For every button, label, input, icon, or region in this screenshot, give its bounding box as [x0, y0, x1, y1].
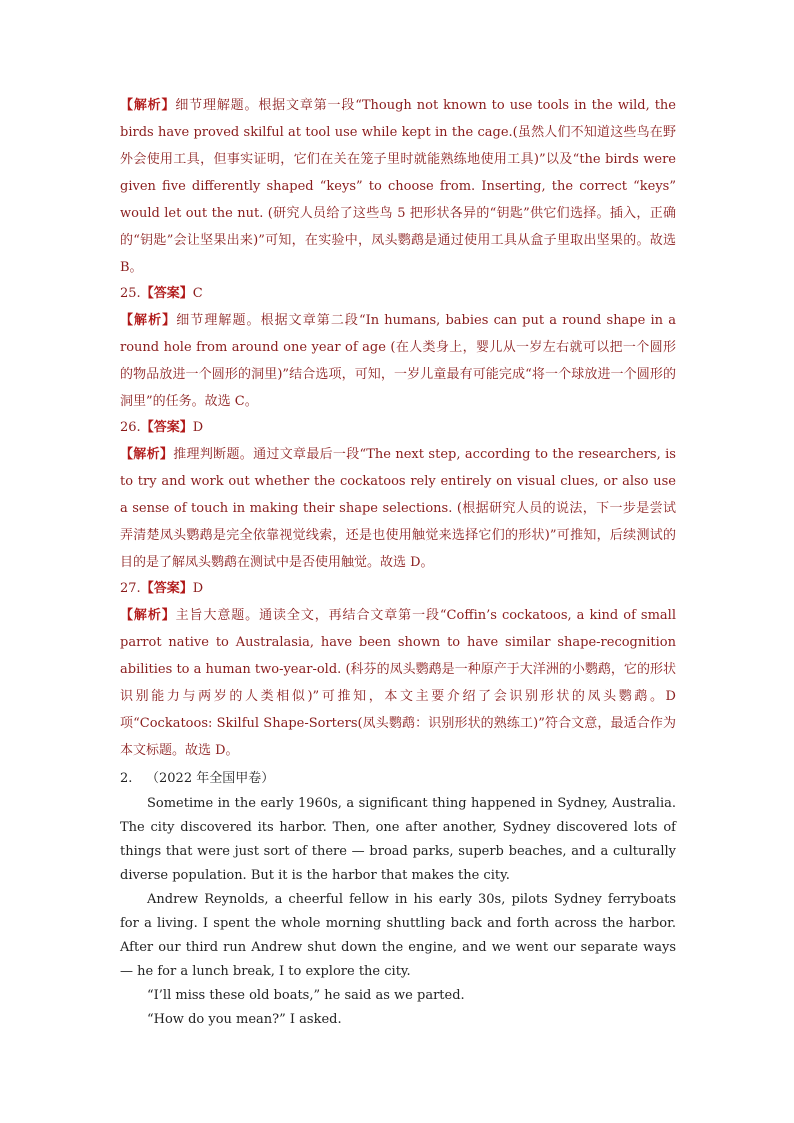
- explanation-text: 推理判断题。通过文章最后一段“The next step, according to the researchers, is to try and work out whether the cockatoos rely entirely on visual clues, or also use a sense of touch in making their shape selections. (根据研究人员的说法，下一步是尝试弄清楚凤头鹦鹉是完全依靠视觉线索，还是也使用触觉来选择它们的形状)”可推知，后续测试的目的是了解凤头鹦鹉在测试中是否使用触觉。故选 D。: [120, 447, 676, 570]
- explanation-label: 【解析】: [120, 98, 176, 113]
- answer-label: 【答案】: [140, 286, 193, 301]
- answer-value: D: [192, 581, 204, 596]
- explanation-label: 【解析】: [120, 447, 174, 462]
- explanation-text: 主旨大意题。通读全文，再结合文章第一段“Coffin’s cockatoos, a kind of small parrot native to Australasia, have been shown to have similar shape-recognition abilities to a human two-year-old. (科芬的凤头鹦鹉是一种原产于大洋洲的小鹦鹉，它的形状识别能力与两岁的人类相似)”可推知，本文主要介绍了会识别形状的凤头鹦鹉。D 项“Cockatoos: Skilful Shape-Sorters(凤头鹦鹉：识别形状的熟练工)”符合文意，最适合作为本文标题。故选 D。: [120, 608, 676, 758]
- explanation-26: [120, 441, 676, 576]
- answer-value: C: [192, 286, 203, 301]
- answer-26: [120, 415, 676, 441]
- answer-27: [120, 576, 676, 602]
- answer-label: 【答案】: [140, 420, 193, 435]
- explanation-24: [120, 92, 676, 281]
- explanation-text: 细节理解题。根据文章第一段“Though not known to use tools in the wild, the birds have proved skilful at tool use while kept in the cage.(虽然人们不知道这些鸟在野外会使用工具，但事实证明，它们在关在笼子里时就能熟练地使用工具)”以及“the birds were given five differently shaped “keys” to choose from. Inserting, the correct “keys” would let out the nut. (研究人员给了这些鸟 5 把形状各异的“钥匙”供它们选择。插入，正确的“钥匙”会让坚果出来)”可知，在实验中，凤头鹦鹉是通过使用工具从盒子里取出坚果的。故选 B。: [120, 98, 676, 275]
- section-2-heading: [120, 766, 676, 792]
- question-number: 25.: [120, 286, 141, 301]
- explanation-25: [120, 307, 676, 415]
- passage-paragraph-1: Sometime in the early 1960s, a significant thing happened in Sydney, Australia. The city discovered its harbor. Then, one after another, Sydney discovered lots of things that were just sort of there — broad parks, superb beaches, and a culturally diverse population. But it is the harbor that makes the city.: [120, 796, 676, 883]
- explanation-text: 细节理解题。根据文章第二段“In humans, babies can put a round shape in a round hole from around one year of age (在人类身上，婴儿从一岁左右就可以把一个圆形的物品放进一个圆形的洞里)”结合选项，可知，一岁儿童最有可能完成“将一个球放进一个圆形的洞里”的任务。故选 C。: [120, 313, 676, 409]
- answer-label: 【答案】: [140, 581, 193, 596]
- answer-25: [120, 281, 676, 307]
- explanation-label: 【解析】: [120, 608, 176, 623]
- passage-paragraph-2: Andrew Reynolds, a cheerful fellow in his early 30s, pilots Sydney ferryboats for a living. I spent the whole morning shuttling back and forth across the harbor. After our third run Andrew shut down the engine, and we went our separate ways — he for a lunch break, I to explore the city.: [120, 892, 676, 979]
- answer-value: D: [192, 420, 204, 435]
- passage-paragraph-3: “I’ll miss these old boats,” he said as we parted.: [147, 988, 465, 1003]
- question-number: 27.: [120, 581, 141, 596]
- section-number: 2.: [120, 771, 133, 786]
- explanation-27: [120, 602, 676, 764]
- document-page: [120, 92, 676, 1032]
- question-number: 26.: [120, 420, 141, 435]
- explanation-label: 【解析】: [120, 313, 177, 328]
- section-source: （2022 年全国甲卷）: [146, 771, 275, 786]
- passage-paragraph-4: “How do you mean?” I asked.: [147, 1012, 342, 1027]
